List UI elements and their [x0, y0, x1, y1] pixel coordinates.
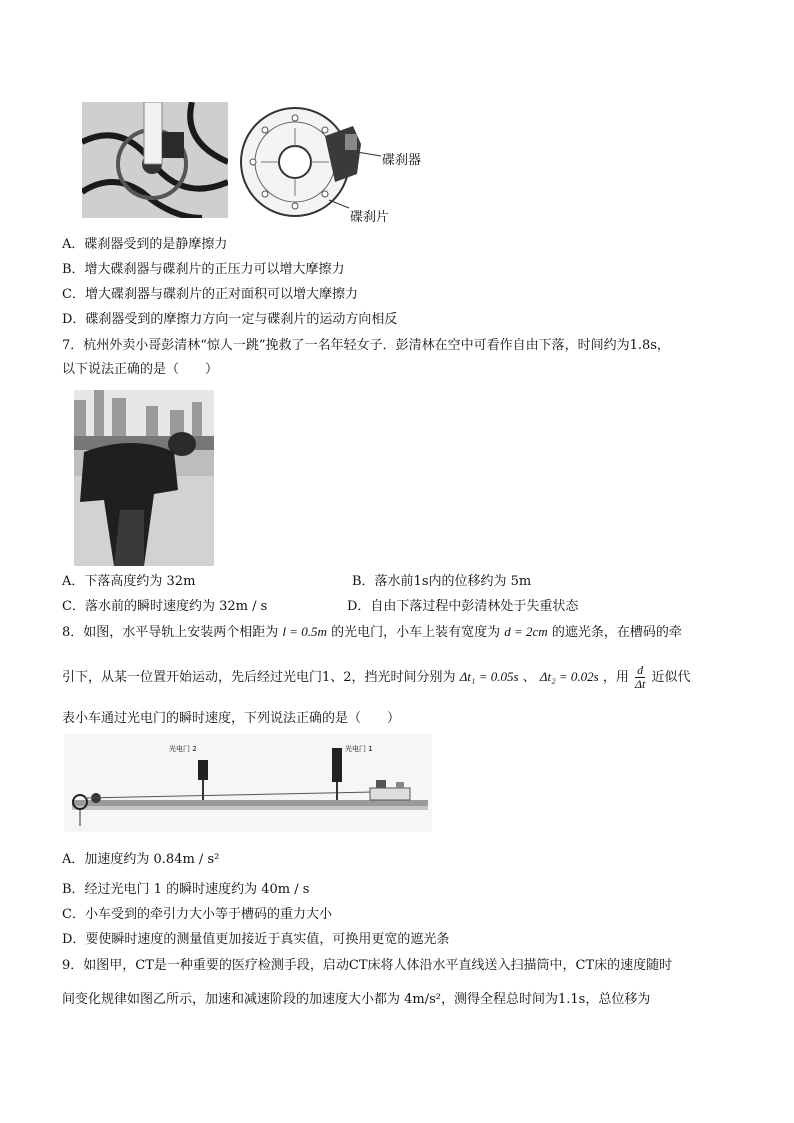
- q7-option-d: D．自由下落过程中彭清林处于失重状态: [347, 599, 579, 614]
- photogate-apparatus-drawing: [64, 734, 432, 832]
- q6-option-d: D．碟刹器受到的摩擦力方向一定与碟刹片的运动方向相反: [62, 312, 398, 327]
- label-caliper: 碟刹器: [382, 153, 422, 168]
- q8-stem-part-a: 8．如图，水平导轨上安装两个相距为: [62, 625, 279, 640]
- q8-stem-line2: [62, 662, 691, 693]
- q8-dt1: Δt₁ = 0.05s: [459, 669, 519, 684]
- q8-frac-den: Δt: [634, 677, 646, 691]
- q7-stem-line2: 以下说法正确的是（ ）: [62, 362, 219, 377]
- q9-line2: 间变化规律如图乙所示，加速和减速阶段的加速度大小都为 4m/s²，测得全程总时间为1.1s，总位移为: [62, 992, 651, 1007]
- q6-option-a: A．碟刹器受到的是静摩擦力: [62, 237, 228, 252]
- q8-frac-num: d: [635, 664, 645, 678]
- q8-dt2: Δt₂ = 0.02s: [539, 669, 599, 684]
- rescuer-photo-illustration: [74, 390, 214, 566]
- q8-option-c: C．小车受到的牵引力大小等于槽码的重力大小: [62, 907, 332, 922]
- q7-stem-line1: 7．杭州外卖小哥彭清林“惊人一跳”挽救了一名年轻女子．彭清林在空中可看作自由下落，时间约为1.8s，: [62, 338, 670, 353]
- q7-option-c: C．落水前的瞬时速度约为 32m / s: [62, 599, 268, 614]
- q8-stem-line3: 表小车通过光电门的瞬时速度，下列说法正确的是（ ）: [62, 711, 401, 726]
- q7-option-b: B．落水前1s内的位移约为 5m: [352, 574, 532, 589]
- q8-option-a: A．加速度约为 0.84m / s²: [62, 852, 220, 867]
- q8-sep: 、: [522, 670, 536, 685]
- q8-distance: l = 0.5m: [282, 624, 327, 639]
- label-disc: 碟刹片: [350, 210, 390, 225]
- q6-option-b: B．增大碟刹器与碟刹片的正压力可以增大摩擦力: [62, 262, 345, 277]
- q8-stem-line2-b: ，用: [602, 670, 629, 685]
- gate2-label: 光电门 2: [169, 745, 197, 753]
- q9-line1: 9．如图甲，CT是一种重要的医疗检测手段，启动CT床将人体沿水平直线送入扫描筒中，CT床的速度随时: [62, 958, 673, 973]
- gate1-label: 光电门 1: [345, 745, 373, 753]
- bicycle-wheel-illustration: [82, 102, 228, 218]
- q8-stem-line1: [62, 623, 682, 642]
- q8-fraction: [635, 664, 645, 691]
- bicycle-disc-brake-photo: [82, 102, 228, 218]
- q8-stem-line2-c: 近似代: [651, 670, 691, 685]
- q7-option-a: A．下落高度约为 32m: [62, 574, 196, 589]
- q8-stem-line2-a: 引下，从某一位置开始运动，先后经过光电门1、2，挡光时间分别为: [62, 670, 456, 685]
- q8-option-d: D．要使瞬时速度的测量值更加接近于真实值，可换用更宽的遮光条: [62, 932, 450, 947]
- q8-width: d = 2cm: [504, 624, 548, 639]
- photogate-apparatus-figure: [64, 734, 432, 832]
- q8-option-b: B．经过光电门 1 的瞬时速度约为 40m / s: [62, 882, 310, 897]
- q8-stem-part-c: 的遮光条，在槽码的牵: [551, 625, 682, 640]
- q8-stem-part-b: 的光电门，小车上装有宽度为: [331, 625, 501, 640]
- q6-option-c: C．增大碟刹器与碟刹片的正对面积可以增大摩擦力: [62, 287, 358, 302]
- rescuer-photo: [74, 390, 214, 566]
